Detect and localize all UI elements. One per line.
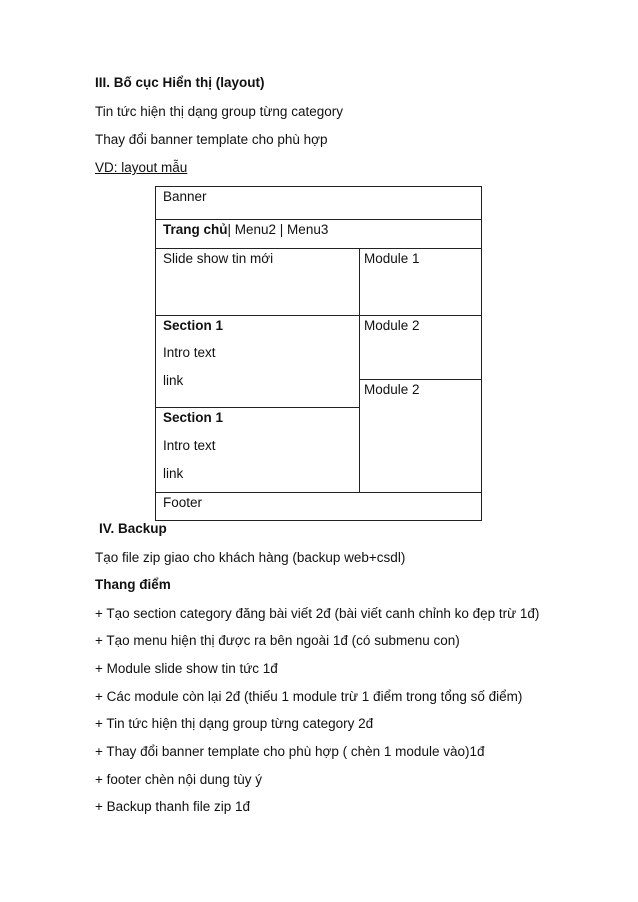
menu-cell xyxy=(163,222,328,237)
grading-item: + Thay đổi banner template cho phù hợp ( chèn 1 module vào)1đ xyxy=(95,744,485,759)
section-2-intro: Intro text xyxy=(163,438,216,453)
grading-item: + Backup thanh file zip 1đ xyxy=(95,799,250,814)
section-4-line-1: Tạo file zip giao cho khách hàng (backup web+csdl) xyxy=(95,550,406,565)
grading-heading: Thang điểm xyxy=(95,577,171,592)
example-label: VD: layout mẫu xyxy=(95,160,188,175)
grading-item: + Tạo menu hiện thị được ra bên ngoài 1đ (có submenu con) xyxy=(95,633,460,648)
menu-rest-label: | Menu2 | Menu3 xyxy=(227,222,329,237)
section-4-heading: IV. Backup xyxy=(99,521,167,536)
module-2-cell: Module 2 xyxy=(364,318,420,333)
section-2-link: link xyxy=(163,466,184,481)
grading-item: + Module slide show tin tức 1đ xyxy=(95,661,278,676)
footer-cell: Footer xyxy=(163,495,203,510)
grading-item: + Tạo section category đăng bài viết 2đ (bài viết canh chỉnh ko đẹp trừ 1đ) xyxy=(95,606,540,621)
grading-item: + Tin tức hiện thị dạng group từng category 2đ xyxy=(95,716,374,731)
menu-home-label: Trang chủ xyxy=(163,222,228,237)
section-2-title: Section 1 xyxy=(163,410,224,425)
slide-show-cell: Slide show tin mới xyxy=(163,251,274,266)
banner-cell: Banner xyxy=(163,189,207,204)
grading-item: + Các module còn lại 2đ (thiếu 1 module trừ 1 điểm trong tổng số điểm) xyxy=(95,689,523,704)
section-1-link: link xyxy=(163,373,184,388)
section-3-heading: III. Bố cục Hiển thị (layout) xyxy=(95,75,265,90)
module-1-cell: Module 1 xyxy=(364,251,420,266)
section-3-line-1: Tin tức hiện thị dạng group từng category xyxy=(95,104,343,119)
grading-item: + footer chèn nội dung tùy ý xyxy=(95,772,262,787)
section-1-title: Section 1 xyxy=(163,318,224,333)
section-3-line-2: Thay đổi banner template cho phù hợp xyxy=(95,132,328,147)
module-2-cell-lower: Module 2 xyxy=(364,382,420,397)
sample-layout-table xyxy=(155,186,482,521)
section-1-intro: Intro text xyxy=(163,345,216,360)
